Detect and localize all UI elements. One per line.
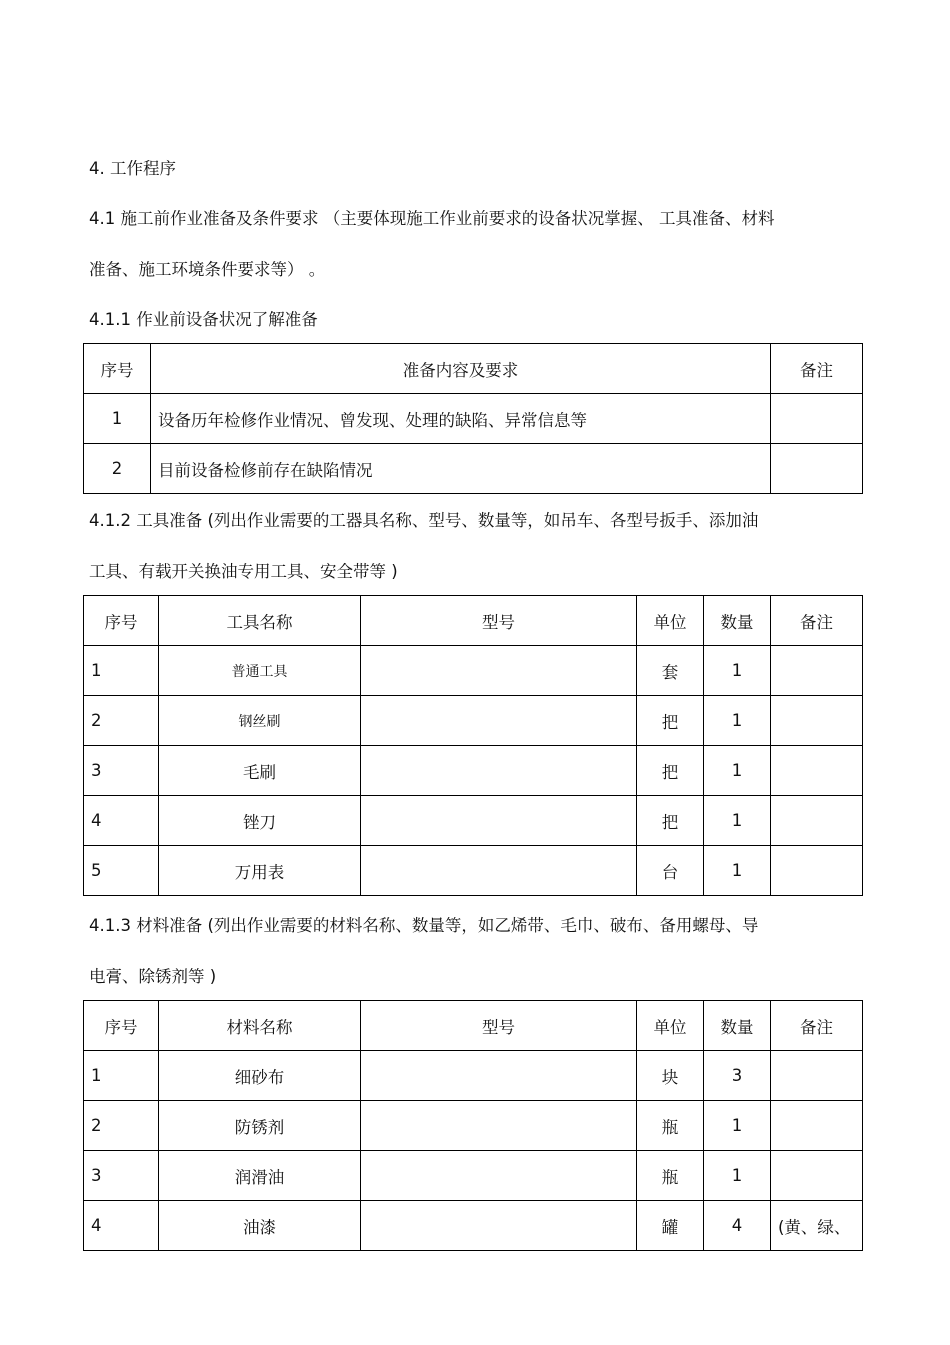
- table-row: [84, 846, 863, 896]
- header-cell: 型号: [361, 596, 637, 646]
- material-model: [361, 1201, 637, 1251]
- section-4-1-2-line2: 工具、有载开关换油专用工具、安全带等 ): [89, 562, 398, 581]
- section-4-1-line2: 准备、施工环境条件要求等） 。: [89, 260, 326, 279]
- header-cell: 备注: [771, 1001, 863, 1051]
- material-qty: 1: [704, 1151, 771, 1201]
- row-number: 3: [84, 1151, 159, 1201]
- tool-qty: 1: [704, 746, 771, 796]
- header-cell: 序号: [84, 596, 159, 646]
- material-name: 油漆: [159, 1201, 361, 1251]
- row-number: 4: [84, 796, 159, 846]
- material-note: [771, 1051, 863, 1101]
- material-model: [361, 1151, 637, 1201]
- tool-model: [361, 646, 637, 696]
- material-name: 润滑油: [159, 1151, 361, 1201]
- tools-table: [83, 595, 863, 896]
- tool-model: [361, 796, 637, 846]
- header-cell: 备注: [771, 344, 863, 394]
- tool-unit: 套: [637, 646, 704, 696]
- tool-name: 毛刷: [159, 746, 361, 796]
- material-model: [361, 1051, 637, 1101]
- table-row: [84, 696, 863, 746]
- row-note: [771, 444, 863, 494]
- header-cell: 单位: [637, 1001, 704, 1051]
- header-cell: 备注: [771, 596, 863, 646]
- row-note: [771, 394, 863, 444]
- row-number: 5: [84, 846, 159, 896]
- material-unit: 罐: [637, 1201, 704, 1251]
- material-note: [771, 1101, 863, 1151]
- row-number: 4: [84, 1201, 159, 1251]
- material-qty: 3: [704, 1051, 771, 1101]
- header-cell: 材料名称: [159, 1001, 361, 1051]
- row-number: 1: [84, 1051, 159, 1101]
- table-row: [84, 1201, 863, 1251]
- header-cell: 单位: [637, 596, 704, 646]
- header-cell: 数量: [704, 1001, 771, 1051]
- row-content: 目前设备检修前存在缺陷情况: [151, 444, 771, 494]
- tool-qty: 1: [704, 646, 771, 696]
- tool-unit: 把: [637, 796, 704, 846]
- section-4-1-1-title: 4.1.1 作业前设备状况了解准备: [89, 310, 318, 329]
- equipment-status-table: [83, 343, 863, 494]
- tool-note: [771, 846, 863, 896]
- material-unit: 块: [637, 1051, 704, 1101]
- tool-name: 普通工具: [159, 646, 361, 696]
- tool-model: [361, 746, 637, 796]
- material-unit: 瓶: [637, 1151, 704, 1201]
- tool-unit: 把: [637, 696, 704, 746]
- header-cell: 序号: [84, 344, 151, 394]
- tool-unit: 台: [637, 846, 704, 896]
- row-content: 设备历年检修作业情况、曾发现、处理的缺陷、异常信息等: [151, 394, 771, 444]
- material-name: 细砂布: [159, 1051, 361, 1101]
- table-row: [84, 1101, 863, 1151]
- tool-qty: 1: [704, 796, 771, 846]
- materials-table: [83, 1000, 863, 1251]
- material-model: [361, 1101, 637, 1151]
- section-4-1-3-line2: 电膏、除锈剂等 ): [89, 967, 217, 986]
- row-number: 1: [84, 646, 159, 696]
- tool-qty: 1: [704, 846, 771, 896]
- table-header-row: [84, 344, 863, 394]
- header-cell: 数量: [704, 596, 771, 646]
- row-number: 2: [84, 1101, 159, 1151]
- row-number: 1: [84, 394, 151, 444]
- material-qty: 4: [704, 1201, 771, 1251]
- section-heading: 4. 工作程序: [89, 159, 176, 178]
- material-note: (黄、绿、: [771, 1201, 863, 1251]
- tool-note: [771, 796, 863, 846]
- material-unit: 瓶: [637, 1101, 704, 1151]
- table-row: [84, 796, 863, 846]
- tool-name: 锉刀: [159, 796, 361, 846]
- header-cell: 准备内容及要求: [151, 344, 771, 394]
- table-row: [84, 1051, 863, 1101]
- tool-name: 钢丝刷: [159, 696, 361, 746]
- tool-model: [361, 696, 637, 746]
- material-qty: 1: [704, 1101, 771, 1151]
- tool-note: [771, 746, 863, 796]
- material-note: [771, 1151, 863, 1201]
- row-number: 2: [84, 444, 151, 494]
- table-row: [84, 394, 863, 444]
- table-row: [84, 746, 863, 796]
- tool-note: [771, 646, 863, 696]
- material-name: 防锈剂: [159, 1101, 361, 1151]
- tool-model: [361, 846, 637, 896]
- header-cell: 型号: [361, 1001, 637, 1051]
- table-row: [84, 1151, 863, 1201]
- section-4-1-line1: 4.1 施工前作业准备及条件要求 （主要体现施工作业前要求的设备状况掌握、 工具准备、材料: [89, 209, 775, 228]
- tool-unit: 把: [637, 746, 704, 796]
- tool-note: [771, 696, 863, 746]
- table-row: [84, 646, 863, 696]
- table-header-row: [84, 596, 863, 646]
- header-cell: 工具名称: [159, 596, 361, 646]
- header-cell: 序号: [84, 1001, 159, 1051]
- section-4-1-3-line1: 4.1.3 材料准备 (列出作业需要的材料名称、数量等，如乙烯带、毛巾、破布、备用螺母、导: [89, 916, 759, 935]
- tool-qty: 1: [704, 696, 771, 746]
- row-number: 2: [84, 696, 159, 746]
- table-row: [84, 444, 863, 494]
- row-number: 3: [84, 746, 159, 796]
- tool-name: 万用表: [159, 846, 361, 896]
- table-header-row: [84, 1001, 863, 1051]
- section-4-1-2-line1: 4.1.2 工具准备 (列出作业需要的工器具名称、型号、数量等，如吊车、各型号扳手、添加油: [89, 511, 759, 530]
